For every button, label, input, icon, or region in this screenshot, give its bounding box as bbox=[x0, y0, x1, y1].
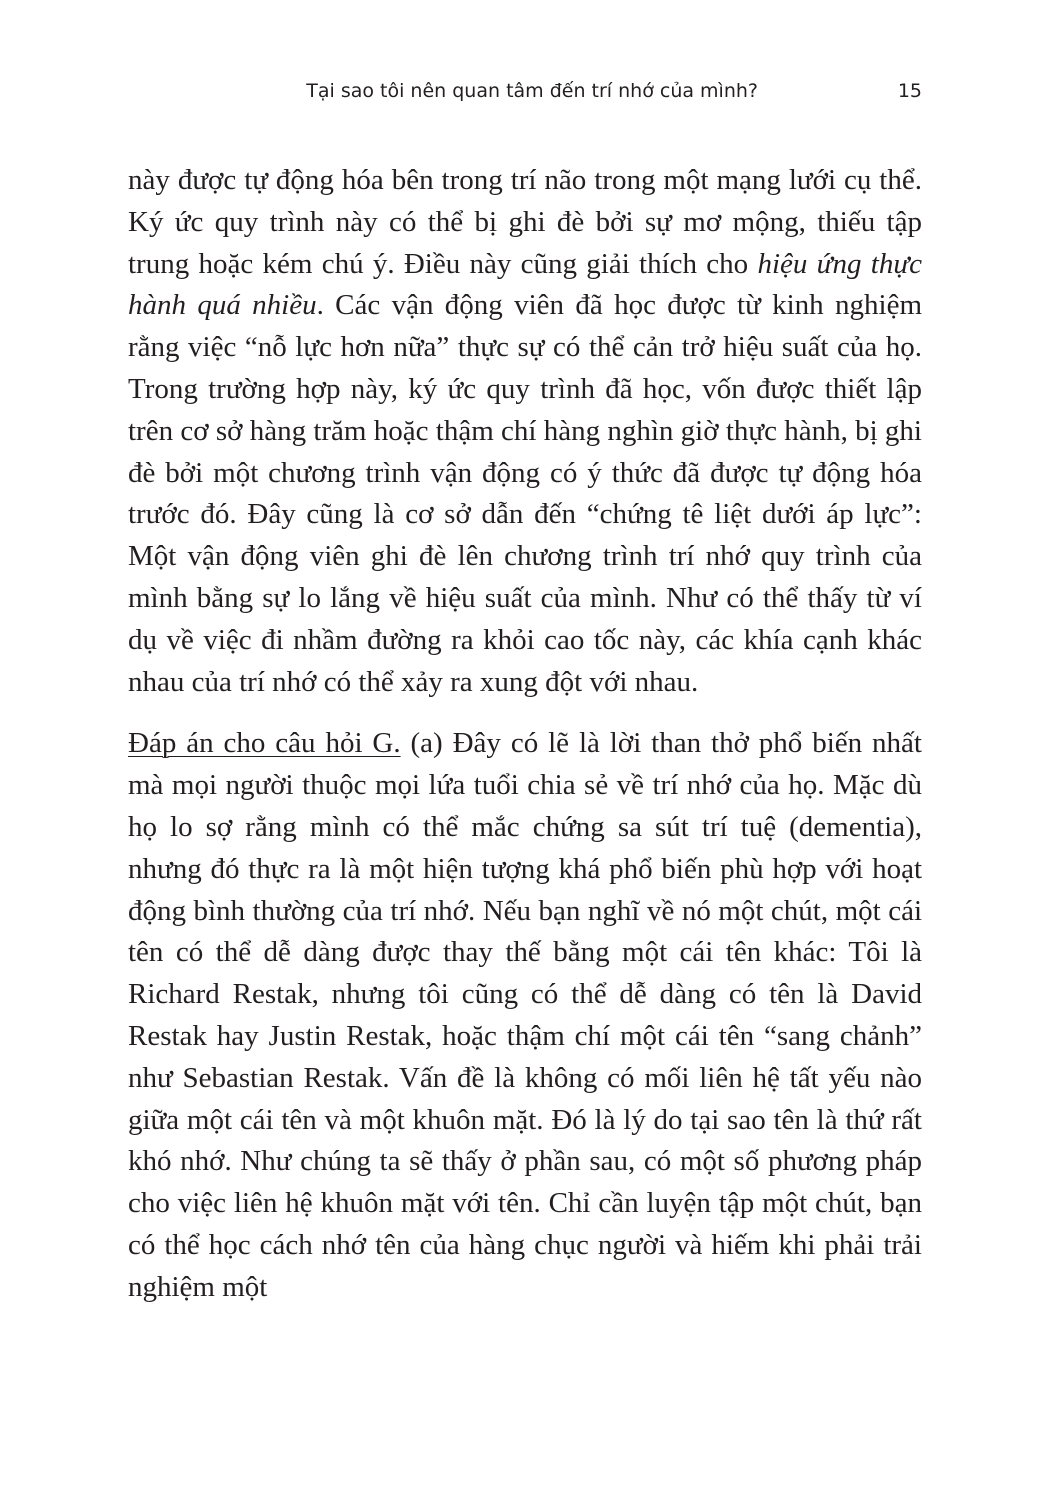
paragraph-text: (a) Đây có lẽ là lời than thở phổ biến nhất mà mọi người thuộc mọi lứa tuổi chia sẻ về trí nhớ của họ. Mặc dù họ lo sợ rằng mình có thể mắc chứng sa sút trí tuệ (dementia), nhưng đó thực ra là một hiện tượng khá phổ biến phù hợp với hoạt động bình thường của trí nhớ. Nếu bạn nghĩ về nó một chút, một cái tên có thể dễ dàng được thay thế bằng một cái tên khác: Tôi là Richard Restak, nhưng tôi cũng có thể dễ dàng có tên là David Restak hay Justin Restak, hoặc thậm chí một cái tên “sang chảnh” như Sebastian Restak. Vấn đề là không có mối liên hệ tất yếu nào giữa một cái tên và một khuôn mặt. Đó là lý do tại sao tên là thứ rất khó nhớ. Như chúng ta sẽ thấy ở phần sau, có một số phương pháp cho việc liên hệ khuôn mặt với tên. Chỉ cần luyện tập một chút, bạn có thể học cách nhớ tên của hàng chục người và hiếm khi phải trải nghiệm một bbox=[128, 727, 922, 1303]
answer-heading: Đáp án cho câu hỏi G. bbox=[128, 727, 401, 760]
page-number: 15 bbox=[897, 80, 922, 102]
paragraph-answer-g bbox=[128, 723, 922, 1308]
italic-term: hiệu ứng thực hành quá nhiều bbox=[128, 247, 923, 322]
running-header bbox=[128, 76, 922, 106]
paragraph-procedural-memory bbox=[128, 160, 922, 703]
body-text bbox=[128, 160, 922, 1309]
running-title: Tại sao tôi nên quan tâm đến trí nhớ của mình? bbox=[306, 80, 758, 102]
paragraph-text: . Các vận động viên đã học được từ kinh nghiệm rằng việc “nỗ lực hơn nữa” thực sự có thể cản trở hiệu suất của họ. Trong trường hợp này, ký ức quy trình đã học, vốn được thiết lập trên cơ sở hàng trăm hoặc thậm chí hàng nghìn giờ thực hành, bị ghi đè bởi một chương trình vận động có ý thức đã được tự động hóa trước đó. Đây cũng là cơ sở dẫn đến “chứng tê liệt dưới áp lực”: Một vận động viên ghi đè lên chương trình trí nhớ quy trình của mình bằng sự lo lắng về hiệu suất của mình. Như có thể thấy từ ví dụ về việc đi nhầm đường ra khỏi cao tốc này, các khía cạnh khác nhau của trí nhớ có thể xảy ra xung đột với nhau. bbox=[128, 289, 922, 698]
paragraph-text: này được tự động hóa bên trong trí não trong một mạng lưới cụ thể. Ký ức quy trình này có thể bị ghi đè bởi sự mơ mộng, thiếu tập trung hoặc kém chú ý. Điều này cũng giải thích cho bbox=[128, 164, 922, 280]
